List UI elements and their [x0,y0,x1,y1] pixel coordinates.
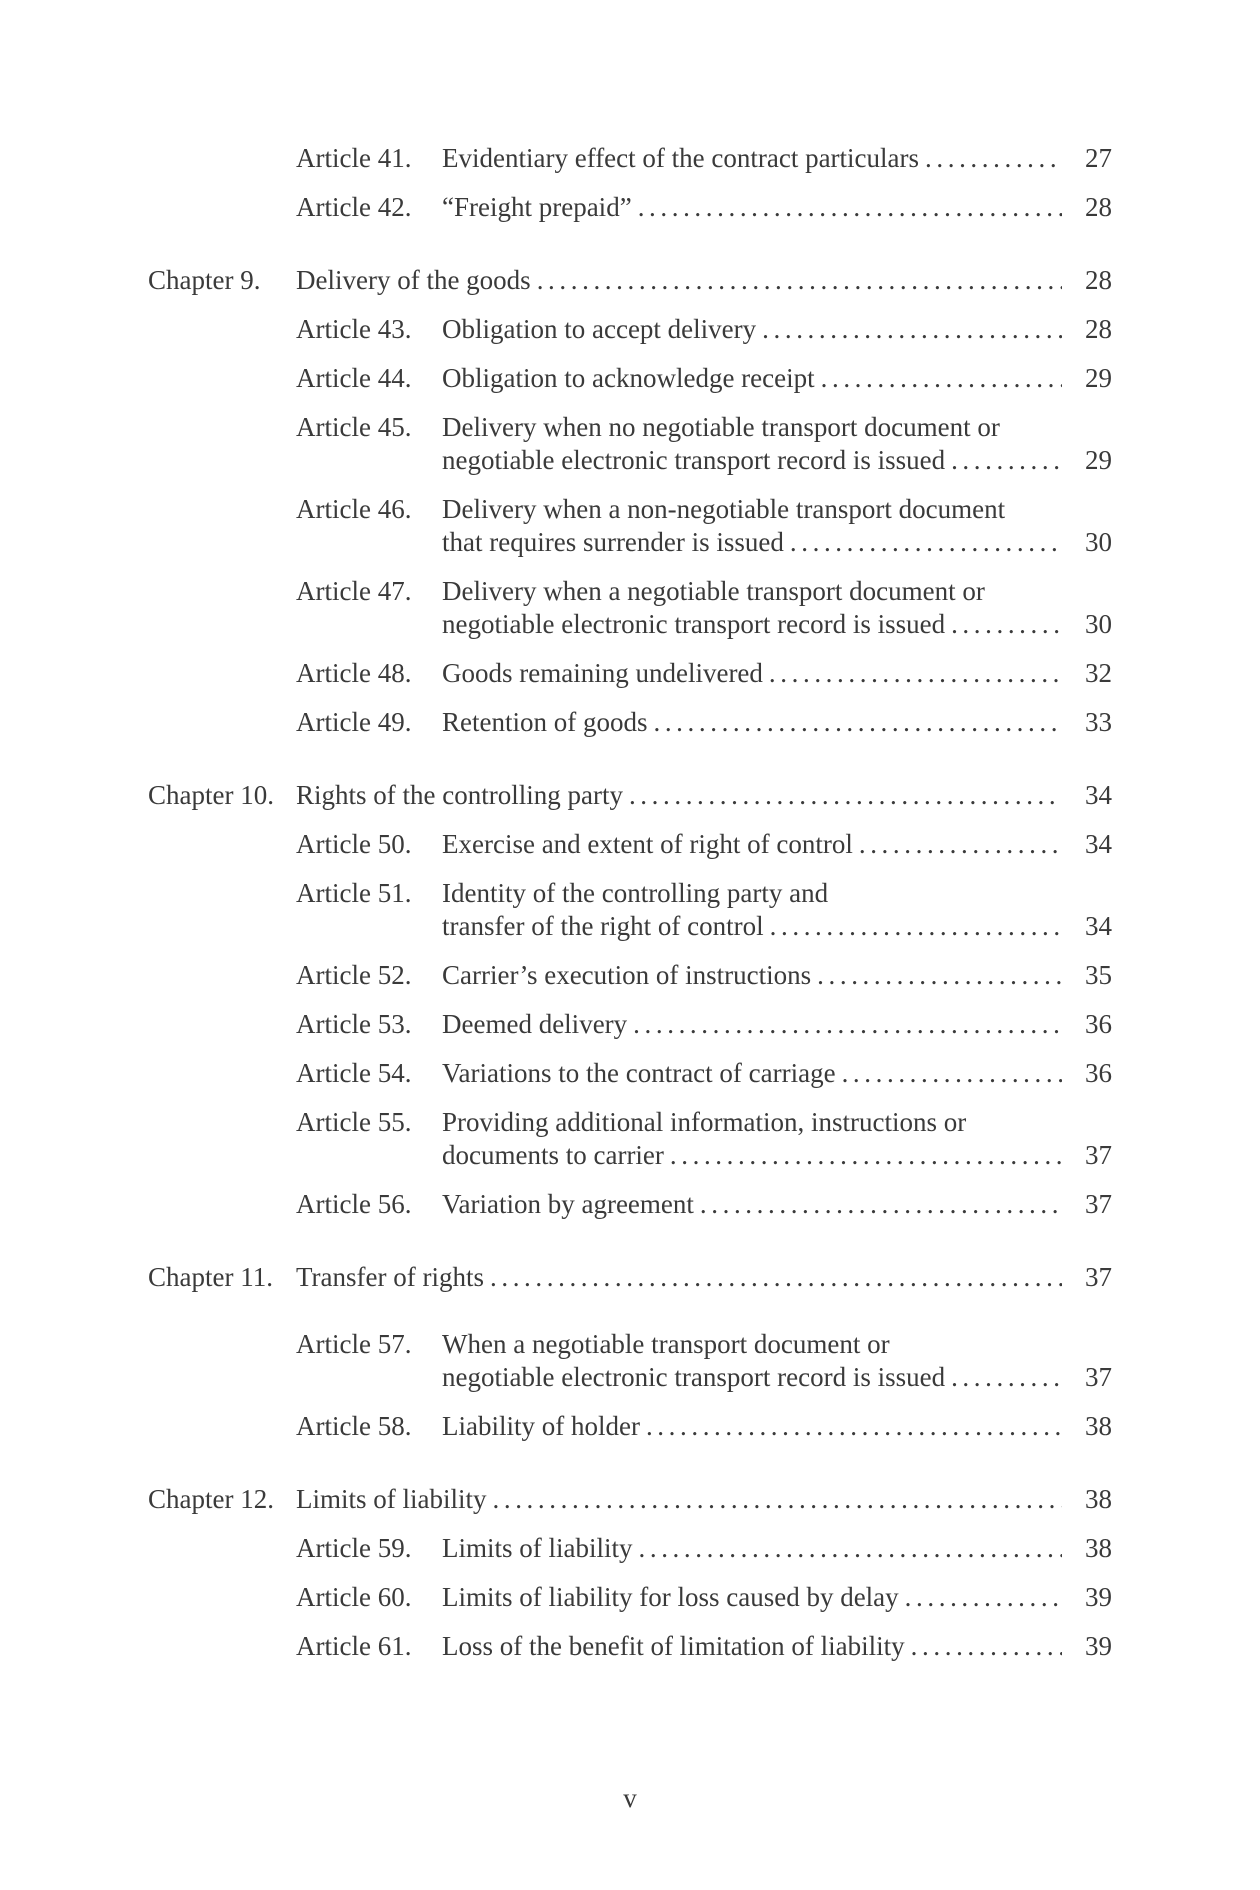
article-title: Evidentiary effect of the contract particulars [442,143,920,173]
article-label: Article 42. [296,192,412,222]
article-title: that requires surrender is issued [442,527,784,557]
dot-leader [815,362,1062,395]
article-page-number: 38 [1085,1411,1112,1441]
chapter-title-line [296,264,1068,297]
article-label: Article 41. [296,143,412,173]
article-label: Article 49. [296,707,412,737]
toc-section [148,1483,1112,1663]
chapter-page-number: 38 [1085,1484,1112,1514]
article-title: Carrier’s execution of instructions [442,960,812,990]
article-title: Liability of holder [442,1411,640,1441]
chapter-page-number: 34 [1085,780,1112,810]
article-title-line [442,1057,1068,1090]
article-title-wrap [442,575,1068,641]
article-title: transfer of the right of control [442,911,764,941]
article-entry[interactable] [148,1328,1112,1394]
article-title: Delivery when no negotiable transport document or [442,412,1000,442]
article-entry[interactable] [148,959,1112,992]
chapter-entry[interactable] [148,779,1112,812]
article-page-number: 39 [1085,1631,1112,1661]
article-title: negotiable electronic transport record is issued [442,609,946,639]
dot-leader [633,1532,1063,1565]
dot-leader [623,779,1062,812]
chapter-title-line [296,1261,1068,1294]
article-title-line [442,608,1068,641]
article-title: Variation by agreement [442,1189,694,1219]
article-title-line [442,313,1068,346]
article-title-wrap [442,1057,1068,1090]
dot-leader [647,706,1062,739]
dot-leader [627,1008,1062,1041]
article-entry[interactable] [148,1581,1112,1614]
chapter-title-wrap [296,779,1068,812]
article-page-number: 29 [1085,363,1112,393]
article-page-number: 36 [1085,1009,1112,1039]
article-title-line [442,1008,1068,1041]
article-title-wrap [442,1106,1068,1172]
article-title: Delivery when a non-negotiable transport document [442,494,1006,524]
article-title: Identity of the controlling party and [442,878,829,908]
article-title: Limits of liability [442,1533,633,1563]
article-title: negotiable electronic transport record is issued [442,445,946,475]
article-entry[interactable] [148,1410,1112,1443]
article-label: Article 43. [296,314,412,344]
chapter-entry[interactable] [148,1261,1112,1294]
article-page-number: 36 [1085,1058,1112,1088]
article-title-line [442,828,1068,861]
article-title: Variations to the contract of carriage [442,1058,836,1088]
article-label: Article 54. [296,1058,412,1088]
article-entry[interactable] [148,313,1112,346]
article-title: Loss of the benefit of limitation of liability [442,1631,905,1661]
article-title-wrap [442,493,1068,559]
article-entry[interactable] [148,828,1112,861]
toc-section [148,264,1112,739]
article-title-line [442,910,1068,943]
article-title-line [442,142,1068,175]
article-label: Article 58. [296,1411,412,1441]
dot-leader [664,1139,1062,1172]
article-title-wrap [442,1008,1068,1041]
article-entry[interactable] [148,1057,1112,1090]
article-page-number: 30 [1085,527,1112,557]
article-page-number: 34 [1085,911,1112,941]
article-title-line [442,1532,1068,1565]
article-title-wrap [442,959,1068,992]
article-label: Article 52. [296,960,412,990]
dot-leader [905,1630,1062,1663]
dot-leader [632,191,1062,224]
table-of-contents [148,142,1112,1703]
article-label: Article 53. [296,1009,412,1039]
chapter-title-line [296,1483,1068,1516]
article-page-number: 38 [1085,1533,1112,1563]
article-entry[interactable] [148,1630,1112,1663]
dot-leader [756,313,1062,346]
dot-leader [945,444,1062,477]
article-title-wrap [442,877,1068,943]
chapter-entry[interactable] [148,264,1112,297]
article-title-line [442,526,1068,559]
dot-leader [784,526,1062,559]
article-title: Deemed delivery [442,1009,628,1039]
article-title-wrap [442,191,1068,224]
article-label: Article 44. [296,363,412,393]
article-title-wrap [442,1328,1068,1394]
chapter-title-line [296,779,1068,812]
article-title: Goods remaining undelivered [442,658,763,688]
article-entry[interactable] [148,362,1112,395]
article-page-number: 28 [1085,192,1112,222]
article-label: Article 60. [296,1582,412,1612]
article-page-number: 37 [1085,1140,1112,1170]
article-entry[interactable] [148,191,1112,224]
article-label: Article 47. [296,576,412,606]
dot-leader [763,657,1062,690]
article-entry[interactable] [148,657,1112,690]
article-entry[interactable] [148,411,1112,477]
dot-leader [945,608,1062,641]
article-entry[interactable] [148,1188,1112,1221]
article-title: Retention of goods [442,707,648,737]
chapter-title: Limits of liability [296,1484,487,1514]
article-title-line [442,191,1068,224]
dot-leader [531,264,1062,297]
article-title-wrap [442,706,1068,739]
article-title-line [442,657,1068,690]
article-page-number: 28 [1085,314,1112,344]
article-label: Article 48. [296,658,412,688]
dot-leader [484,1261,1062,1294]
dot-leader [694,1188,1062,1221]
article-title: Obligation to accept delivery [442,314,757,344]
article-entry[interactable] [148,1532,1112,1565]
article-page-number: 37 [1085,1362,1112,1392]
article-entry[interactable] [148,142,1112,175]
article-label: Article 56. [296,1189,412,1219]
article-label: Article 59. [296,1533,412,1563]
article-title-line [442,1139,1068,1172]
article-title-wrap [442,142,1068,175]
article-title: When a negotiable transport document or [442,1329,890,1359]
article-entry[interactable] [148,877,1112,943]
article-label: Article 55. [296,1107,412,1137]
article-title-line [442,1630,1068,1663]
chapter-title: Rights of the controlling party [296,780,623,810]
chapter-label: Chapter 9. [148,265,261,295]
toc-section [148,142,1112,224]
chapter-label: Chapter 12. [148,1484,274,1514]
article-title: documents to carrier [442,1140,664,1170]
article-title-line [442,444,1068,477]
chapter-title-wrap [296,264,1068,297]
article-label: Article 57. [296,1329,412,1359]
article-title-wrap [442,828,1068,861]
article-entry[interactable] [148,706,1112,739]
dot-leader [853,828,1062,861]
article-title: “Freight prepaid” [442,192,632,222]
article-page-number: 34 [1085,829,1112,859]
dot-leader [764,910,1062,943]
article-title-line [442,959,1068,992]
article-page-number: 32 [1085,658,1112,688]
article-title-wrap [442,1188,1068,1221]
article-title: negotiable electronic transport record is issued [442,1362,946,1392]
article-title: Delivery when a negotiable transport document or [442,576,985,606]
article-page-number: 39 [1085,1582,1112,1612]
toc-section [148,779,1112,1221]
article-page-number: 27 [1085,143,1112,173]
article-entry[interactable] [148,1106,1112,1172]
article-title-line [442,1188,1068,1221]
article-page-number: 33 [1085,707,1112,737]
article-page-number: 35 [1085,960,1112,990]
chapter-label: Chapter 10. [148,780,274,810]
dot-leader [836,1057,1062,1090]
chapter-entry[interactable] [148,1483,1112,1516]
chapter-page-number: 37 [1085,1262,1112,1292]
toc-section [148,1261,1112,1443]
article-title-wrap [442,1630,1068,1663]
article-title-line [442,1581,1068,1614]
dot-leader [811,959,1062,992]
article-title-line [442,362,1068,395]
article-label: Article 50. [296,829,412,859]
article-title-wrap [442,1410,1068,1443]
article-label: Article 45. [296,412,412,442]
article-title-wrap [442,362,1068,395]
dot-leader [487,1483,1063,1516]
article-title-wrap [442,657,1068,690]
dot-leader [945,1361,1062,1394]
article-title-wrap [442,1581,1068,1614]
article-entry[interactable] [148,1008,1112,1041]
dot-leader [640,1410,1062,1443]
article-title-line [442,706,1068,739]
article-entry[interactable] [148,575,1112,641]
article-title-line [442,1361,1068,1394]
chapter-title: Transfer of rights [296,1262,484,1292]
article-entry[interactable] [148,493,1112,559]
chapter-label: Chapter 11. [148,1262,273,1292]
article-label: Article 51. [296,878,412,908]
article-page-number: 29 [1085,445,1112,475]
dot-leader [919,142,1062,175]
dot-leader [899,1581,1062,1614]
article-label: Article 46. [296,494,412,524]
article-title-wrap [442,313,1068,346]
chapter-page-number: 28 [1085,265,1112,295]
article-label: Article 61. [296,1631,412,1661]
article-title: Providing additional information, instructions or [442,1107,967,1137]
article-title: Obligation to acknowledge receipt [442,363,815,393]
article-page-number: 37 [1085,1189,1112,1219]
article-page-number: 30 [1085,609,1112,639]
chapter-title: Delivery of the goods [296,265,531,295]
article-title-wrap [442,1532,1068,1565]
article-title-wrap [442,411,1068,477]
article-title: Limits of liability for loss caused by delay [442,1582,899,1612]
article-title-line [442,1410,1068,1443]
chapter-title-wrap [296,1483,1068,1516]
article-title: Exercise and extent of right of control [442,829,853,859]
page-footer-number: v [623,1783,637,1813]
chapter-title-wrap [296,1261,1068,1294]
